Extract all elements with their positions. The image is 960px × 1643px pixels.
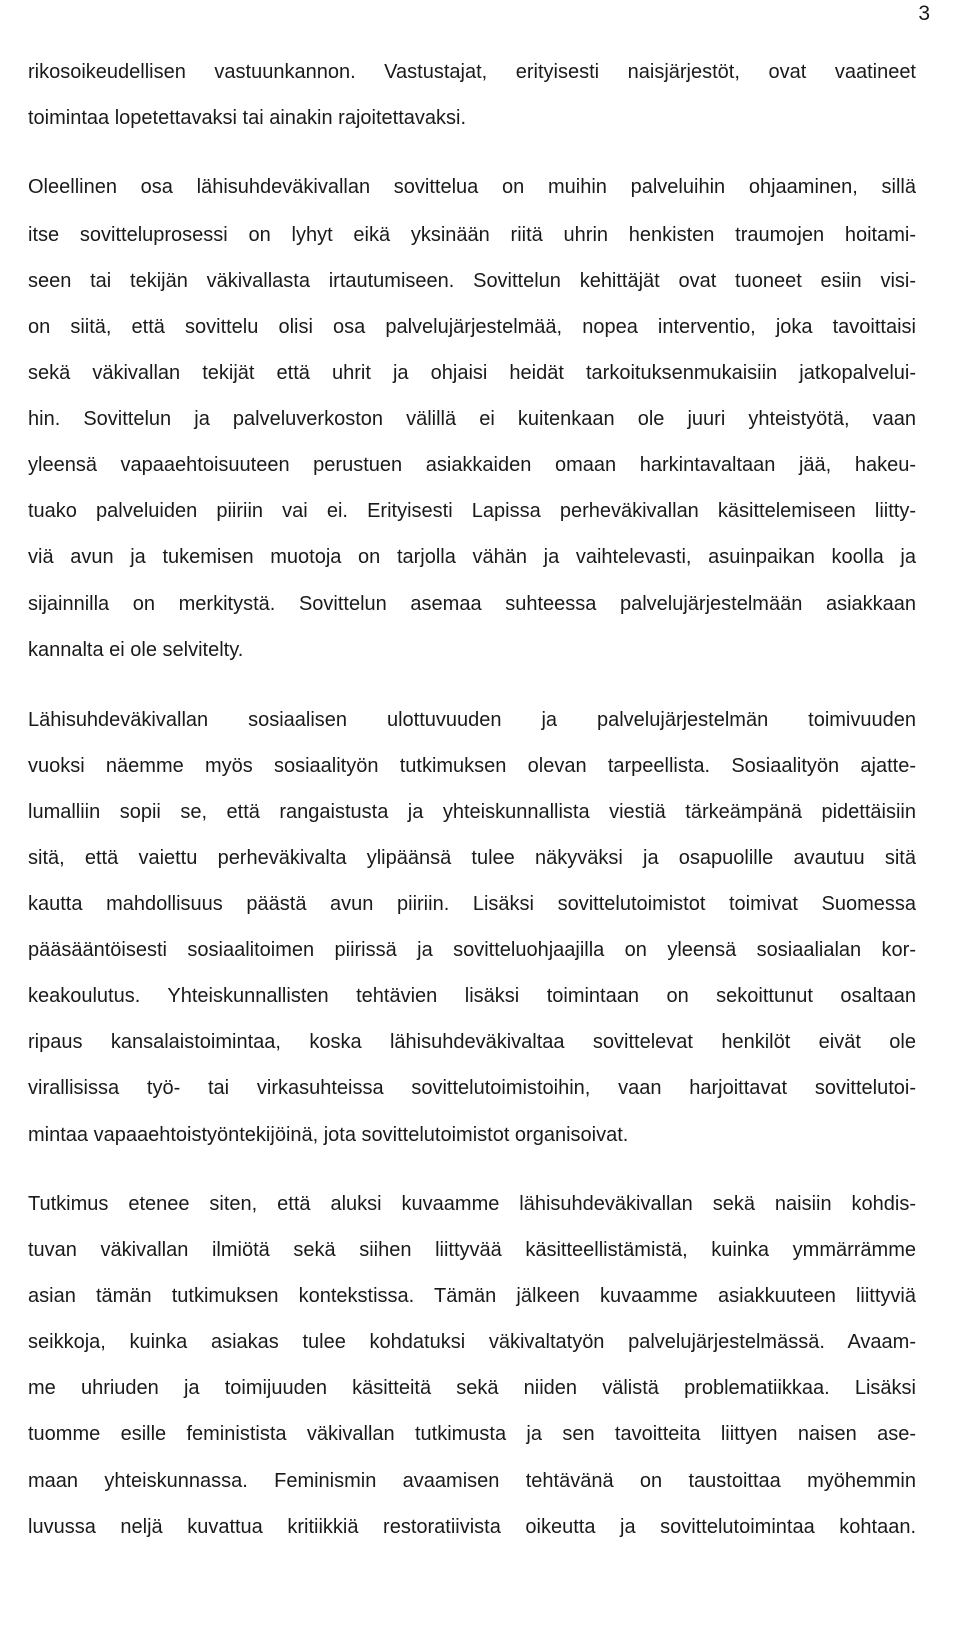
page-number: 3 xyxy=(918,2,930,25)
text-line: tuvan väkivallan ilmiötä sekä siihen liittyvää käsitteellistämistä, kuinka ymmärrämme xyxy=(28,1239,916,1261)
text-line: vuoksi näemme myös sosiaalityön tutkimuksen olevan tarpeellista. Sosiaalityön ajatte- xyxy=(28,755,916,777)
text-line: tuomme esille feministista väkivallan tutkimusta ja sen tavoitteita liittyen naisen ase- xyxy=(28,1423,916,1445)
text-line: kautta mahdollisuus päästä avun piiriin. Lisäksi sovittelutoimistot toimivat Suomessa xyxy=(28,893,916,915)
text-line: keakoulutus. Yhteiskunnallisten tehtävien lisäksi toimintaan on sekoittunut osaltaan xyxy=(28,985,916,1007)
text-line: itse sovitteluprosessi on lyhyt eikä yksinään riitä uhrin henkisten traumojen hoitami- xyxy=(28,224,916,246)
text-line: asian tämän tutkimuksen kontekstissa. Tämän jälkeen kuvaamme asiakkuuteen liittyviä xyxy=(28,1285,916,1307)
text-line: seen tai tekijän väkivallasta irtautumiseen. Sovittelun kehittäjät ovat tuoneet esiin visi- xyxy=(28,270,916,292)
text-line: me uhriuden ja toimijuuden käsitteitä sekä niiden välistä problematiikkaa. Lisäksi xyxy=(28,1377,916,1399)
text-line: lumalliin sopii se, että rangaistusta ja yhteiskunnallista viestiä tärkeämpänä pidettäisiin xyxy=(28,801,916,823)
text-line: yleensä vapaaehtoisuuteen perustuen asiakkaiden omaan harkintavaltaan jää, hakeu- xyxy=(28,454,916,476)
text-line: maan yhteiskunnassa. Feminismin avaamisen tehtävänä on taustoittaa myöhemmin xyxy=(28,1470,916,1492)
text-line: seikkoja, kuinka asiakas tulee kohdatuksi väkivaltatyön palvelujärjestelmässä. Avaam- xyxy=(28,1331,916,1353)
text-line: mintaa vapaaehtoistyöntekijöinä, jota sovittelutoimistot organisoivat. xyxy=(28,1124,629,1146)
text-line: pääsääntöisesti sosiaalitoimen piirissä ja sovitteluohjaajilla on yleensä sosiaalialan kor- xyxy=(28,939,916,961)
text-line: luvussa neljä kuvattua kritiikkiä restoratiivista oikeutta ja sovittelutoimintaa kohtaan. xyxy=(28,1516,916,1538)
text-line: toimintaa lopetettavaksi tai ainakin rajoitettavaksi. xyxy=(28,107,467,129)
text-line: sekä väkivallan tekijät että uhrit ja ohjaisi heidät tarkoituksenmukaisiin jatkopalvelui- xyxy=(28,362,916,384)
text-line: tuako palveluiden piiriin vai ei. Erityisesti Lapissa perheväkivallan käsittelemiseen liitty- xyxy=(28,500,916,522)
text-line: Tutkimus etenee siten, että aluksi kuvaamme lähisuhdeväkivallan sekä naisiin kohdis- xyxy=(28,1193,916,1215)
text-line: hin. Sovittelun ja palveluverkoston välillä ei kuitenkaan ole juuri yhteistyötä, vaan xyxy=(28,408,916,430)
text-line: on siitä, että sovittelu olisi osa palvelujärjestelmää, nopea interventio, joka tavoittaisi xyxy=(28,316,916,338)
text-line: rikosoikeudellisen vastuunkannon. Vastustajat, erityisesti naisjärjestöt, ovat vaatineet xyxy=(28,61,916,83)
text-line: ripaus kansalaistoimintaa, koska lähisuhdeväkivaltaa sovittelevat henkilöt eivät ole xyxy=(28,1031,916,1053)
text-line: sitä, että vaiettu perheväkivalta ylipäänsä tulee näkyväksi ja osapuolille avautuu sitä xyxy=(28,847,916,869)
text-line: viä avun ja tukemisen muotoja on tarjolla vähän ja vaihtelevasti, asuinpaikan koolla ja xyxy=(28,546,916,568)
text-line: kannalta ei ole selvitelty. xyxy=(28,639,244,661)
text-line: virallisissa työ- tai virkasuhteissa sovittelutoimistoihin, vaan harjoittavat sovittelutoi- xyxy=(28,1077,916,1099)
text-line: sijainnilla on merkitystä. Sovittelun asemaa suhteessa palvelujärjestelmään asiakkaan xyxy=(28,593,916,615)
text-line: Lähisuhdeväkivallan sosiaalisen ulottuvuuden ja palvelujärjestelmän toimivuuden xyxy=(28,709,916,731)
text-line: Oleellinen osa lähisuhdeväkivallan sovittelua on muihin palveluihin ohjaaminen, sillä xyxy=(28,176,916,198)
